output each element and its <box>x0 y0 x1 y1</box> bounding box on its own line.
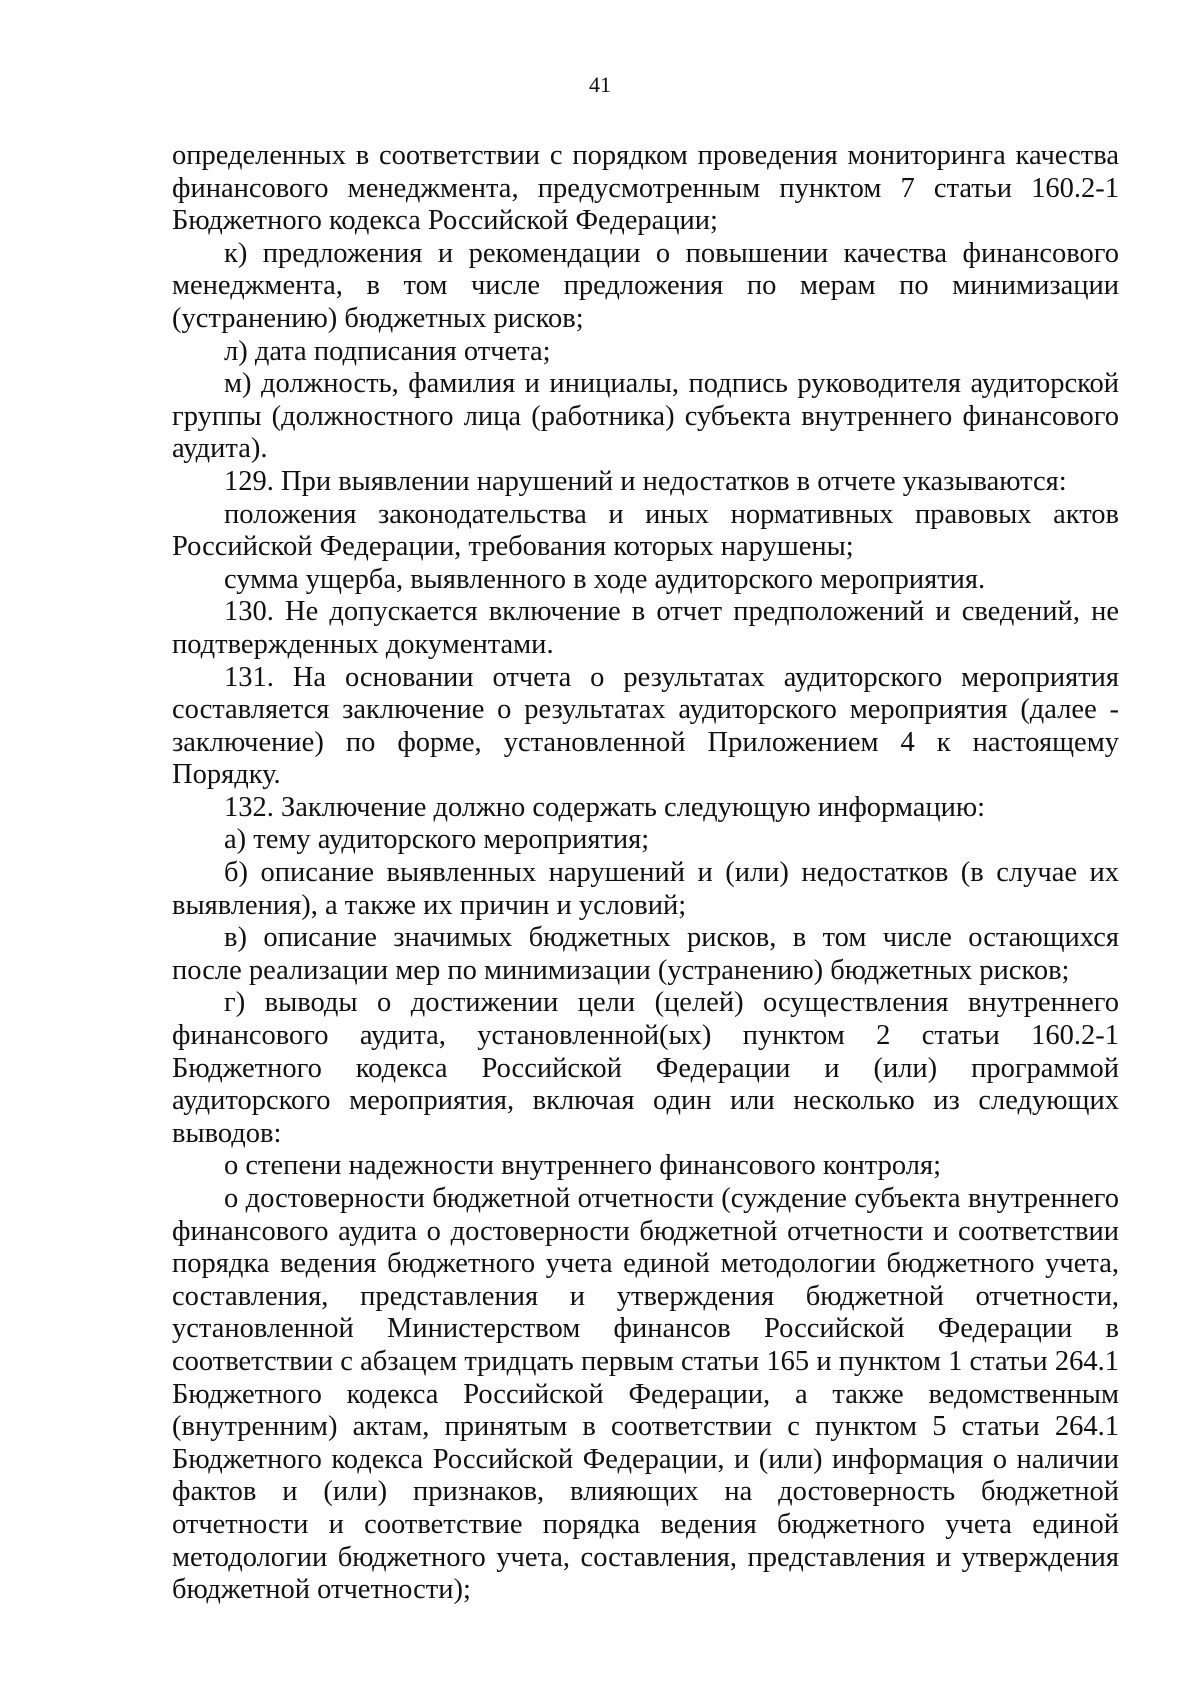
paragraph-131: 131. На основании отчета о результатах аудиторского мероприятия составляется заключение о результатах аудиторского мероприятия (далее - заключение) по форме, установленной Приложением 4 к настоящему Порядку. <box>172 661 1119 791</box>
paragraph-item-a: а) тему аудиторского мероприятия; <box>224 824 650 856</box>
document-body <box>172 140 1119 1607</box>
paragraph-continuation: определенных в соответствии с порядком проведения мониторинга качества финансового менеджмента, предусмотренным пунктом 7 статьи 160.2-1 Бюджетного кодекса Российской Федерации; <box>172 140 1119 237</box>
paragraph-item-m: м) должность, фамилия и инициалы, подпись руководителя аудиторской группы (должностного лица (работника) субъекта внутреннего финансового аудита). <box>172 368 1119 465</box>
paragraph-item-b: б) описание выявленных нарушений и (или) недостатков (в случае их выявления), а также их причин и условий; <box>172 857 1119 921</box>
paragraph-130: 130. Не допускается включение в отчет предположений и сведений, не подтвержденных документами. <box>172 596 1119 660</box>
paragraph-132: 132. Заключение должно содержать следующую информацию: <box>224 791 986 823</box>
paragraph-item-l: л) дата подписания отчета; <box>224 335 551 367</box>
paragraph-129-provisions: положения законодательства и иных нормативных правовых актов Российской Федерации, требования которых нарушены; <box>172 498 1119 563</box>
paragraph-129: 129. При выявлении нарушений и недостатков в отчете указываются: <box>224 465 1067 497</box>
paragraph-item-g: г) выводы о достижении цели (целей) осуществления внутреннего финансового аудита, установленной(ых) пунктом 2 статьи 160.2-1 Бюджетного кодекса Российской Федерации и (или) программой аудиторского мероприятия, включая один или несколько из следующих выводов: <box>172 987 1119 1149</box>
page-number: 41 <box>589 72 611 97</box>
paragraph-reporting-accuracy: о достоверности бюджетной отчетности (суждение субъекта внутреннего финансового аудита о достоверности бюджетной отчетности и соответствии порядка ведения бюджетного учета единой методологии бюджетного учета, составления, представления и утверждения бюджетной отчетности, установленной Министерством финансов Российской Федерации в соответствии с абзацем тридцать первым статьи 165 и пунктом 1 статьи 264.1 Бюджетного кодекса Российской Федерации, а также ведомственным (внутренним) актам, принятым в соответствии с пунктом 5 статьи 264.1 Бюджетного кодекса Российской Федерации, и (или) информация о наличии фактов и (или) признаков, влияющих на достоверность бюджетной отчетности и соответствие порядка ведения бюджетного учета единой методологии бюджетного учета, составления, представления и утверждения бюджетной отчетности); <box>172 1183 1119 1606</box>
paragraph-item-v: в) описание значимых бюджетных рисков, в том числе остающихся после реализации мер по минимизации (устранению) бюджетных рисков; <box>172 922 1119 986</box>
paragraph-reliability: о степени надежности внутреннего финансового контроля; <box>224 1150 941 1182</box>
paragraph-129-damage: сумма ущерба, выявленного в ходе аудиторского мероприятия. <box>224 563 986 595</box>
paragraph-item-k: к) предложения и рекомендации о повышении качества финансового менеджмента, в том числе предложения по мерам по минимизации (устранению) бюджетных рисков; <box>172 237 1119 334</box>
